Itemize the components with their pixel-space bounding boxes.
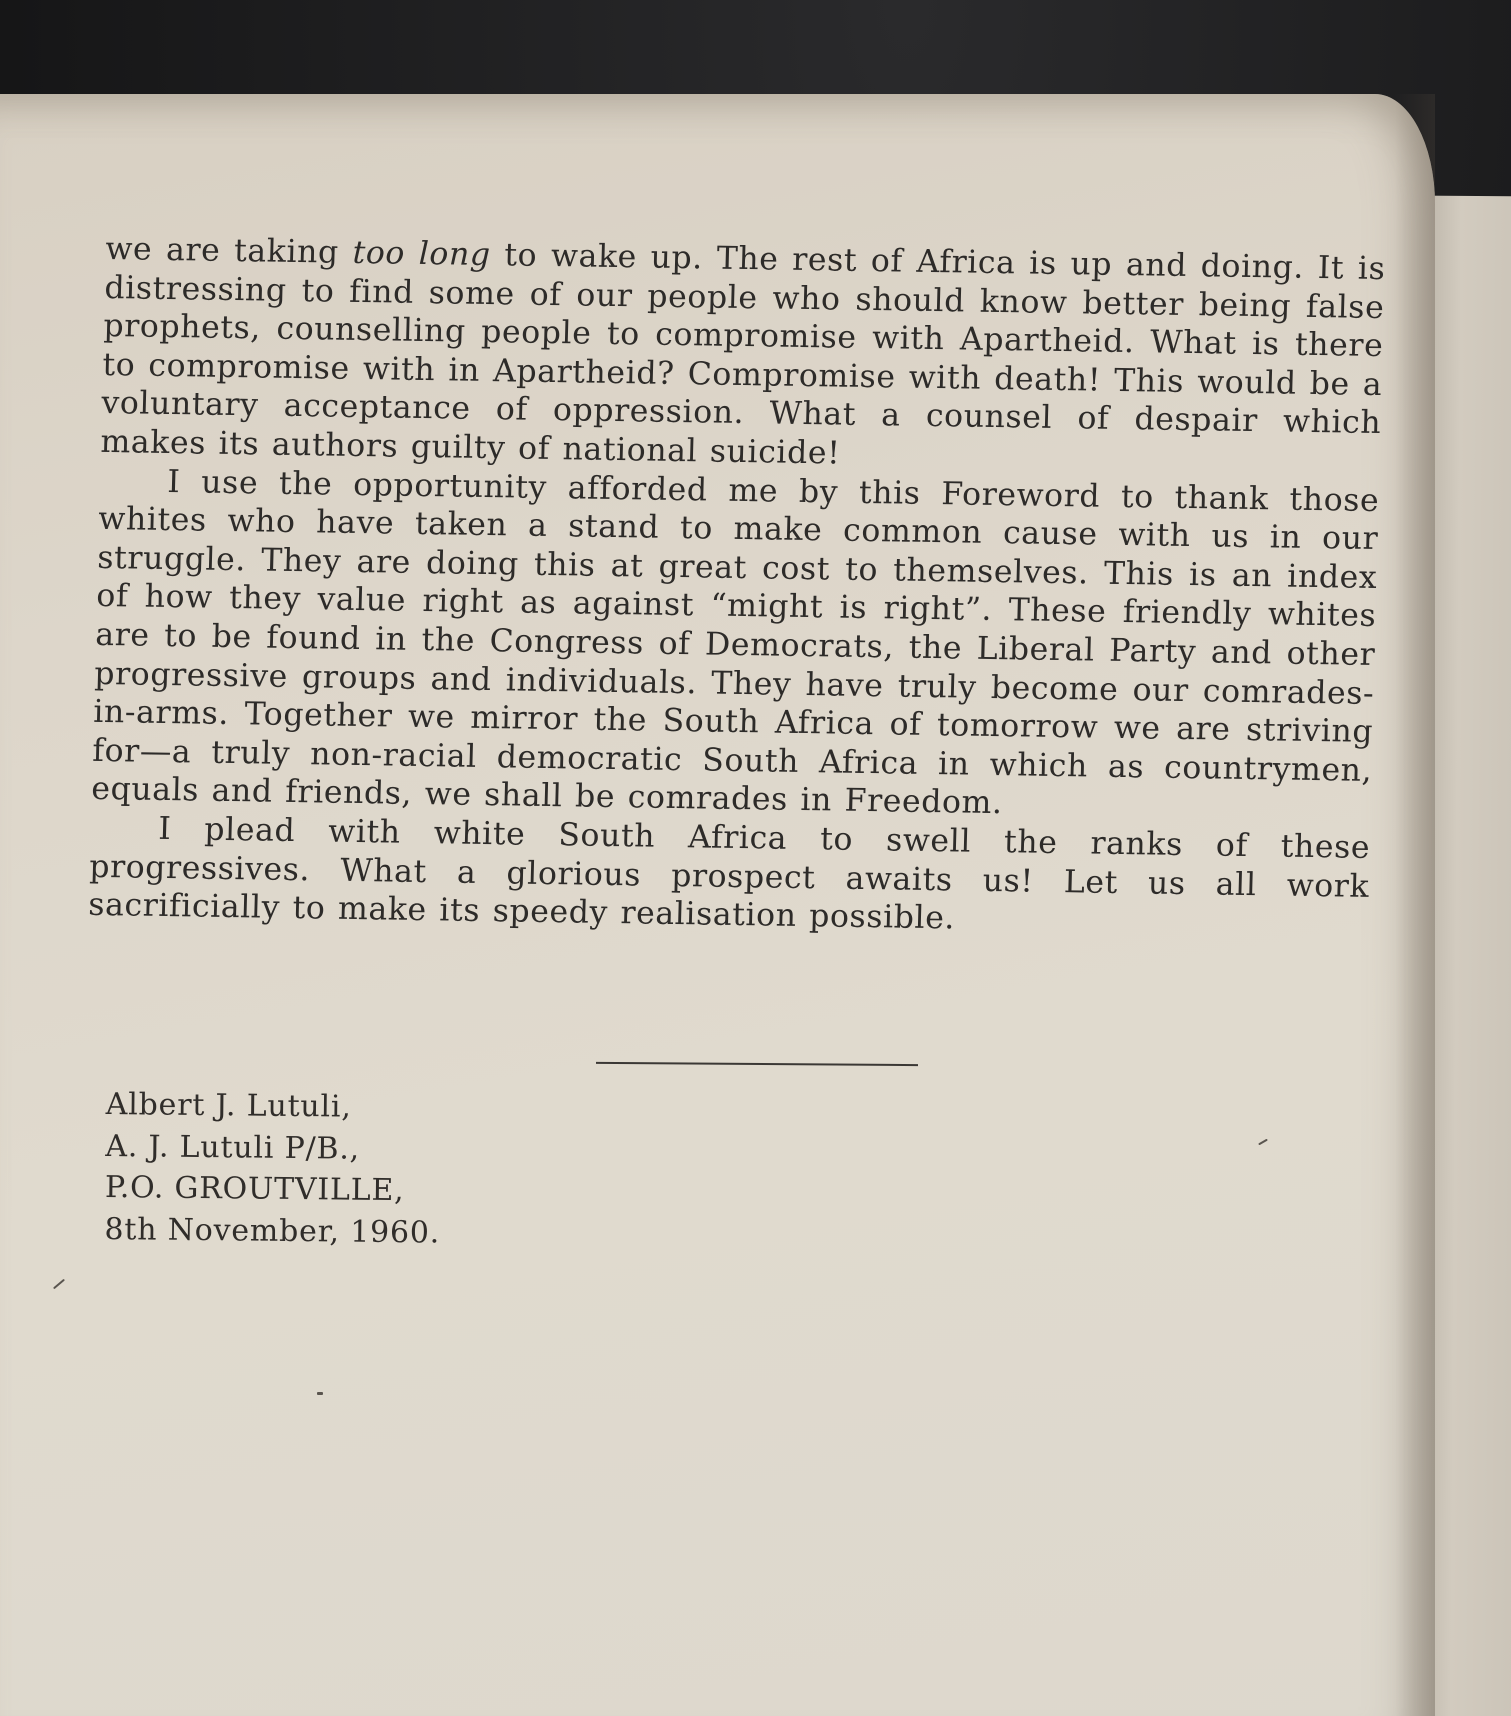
paragraph-1-italic: too long [352, 234, 492, 274]
paragraph-3: I plead with white South Africa to swell the ranks of these progressives. What a glorious prospect awaits us! Let us all work sacrificially to make its speedy realisation possible. [87, 810, 1371, 937]
paragraph-1-rest: to wake up. The rest of Africa is up and doing. It is distressing to find some of our people who should know better being false prophets, counselling people to compromise with Apartheid. What is there to compromise with in Apartheid? Compromise with death! This would be a voluntary acceptance of oppression. What a counsel of despair which makes its authors guilty of national suicide! [99, 237, 1386, 472]
signature-address-line-1: A. J. Lutuli P/B., [105, 1128, 361, 1167]
signature-address-line-2: P.O. GROUTVILLE, [104, 1169, 405, 1209]
signature-date: 8th November, 1960. [104, 1211, 441, 1251]
signature-block [104, 1084, 441, 1254]
paragraph-1 [100, 230, 1386, 482]
paragraph-1-start: we are taking [105, 230, 354, 271]
signature-name: Albert J. Lutuli, [105, 1086, 352, 1125]
paper-speck [317, 1392, 323, 1395]
foreword-text [88, 230, 1386, 945]
paragraph-2: I use the opportunity afforded me by this Foreword to thank those whites who have taken a stand to make common cause with us in our struggle. They are doing this at great cost to themselves. This is an index of how they value right as against “might is right”. These friendly whites are to be found in the Congress of Democrats, the Liberal Party and other progressive groups and individuals. They have truly become our comrades-in-arms. Together we mirror the South Africa of tomorrow we are striving for—a truly non-racial democratic South Africa in which as countrymen, equals and friends, we shall be comrades in Freedom. [90, 463, 1380, 822]
